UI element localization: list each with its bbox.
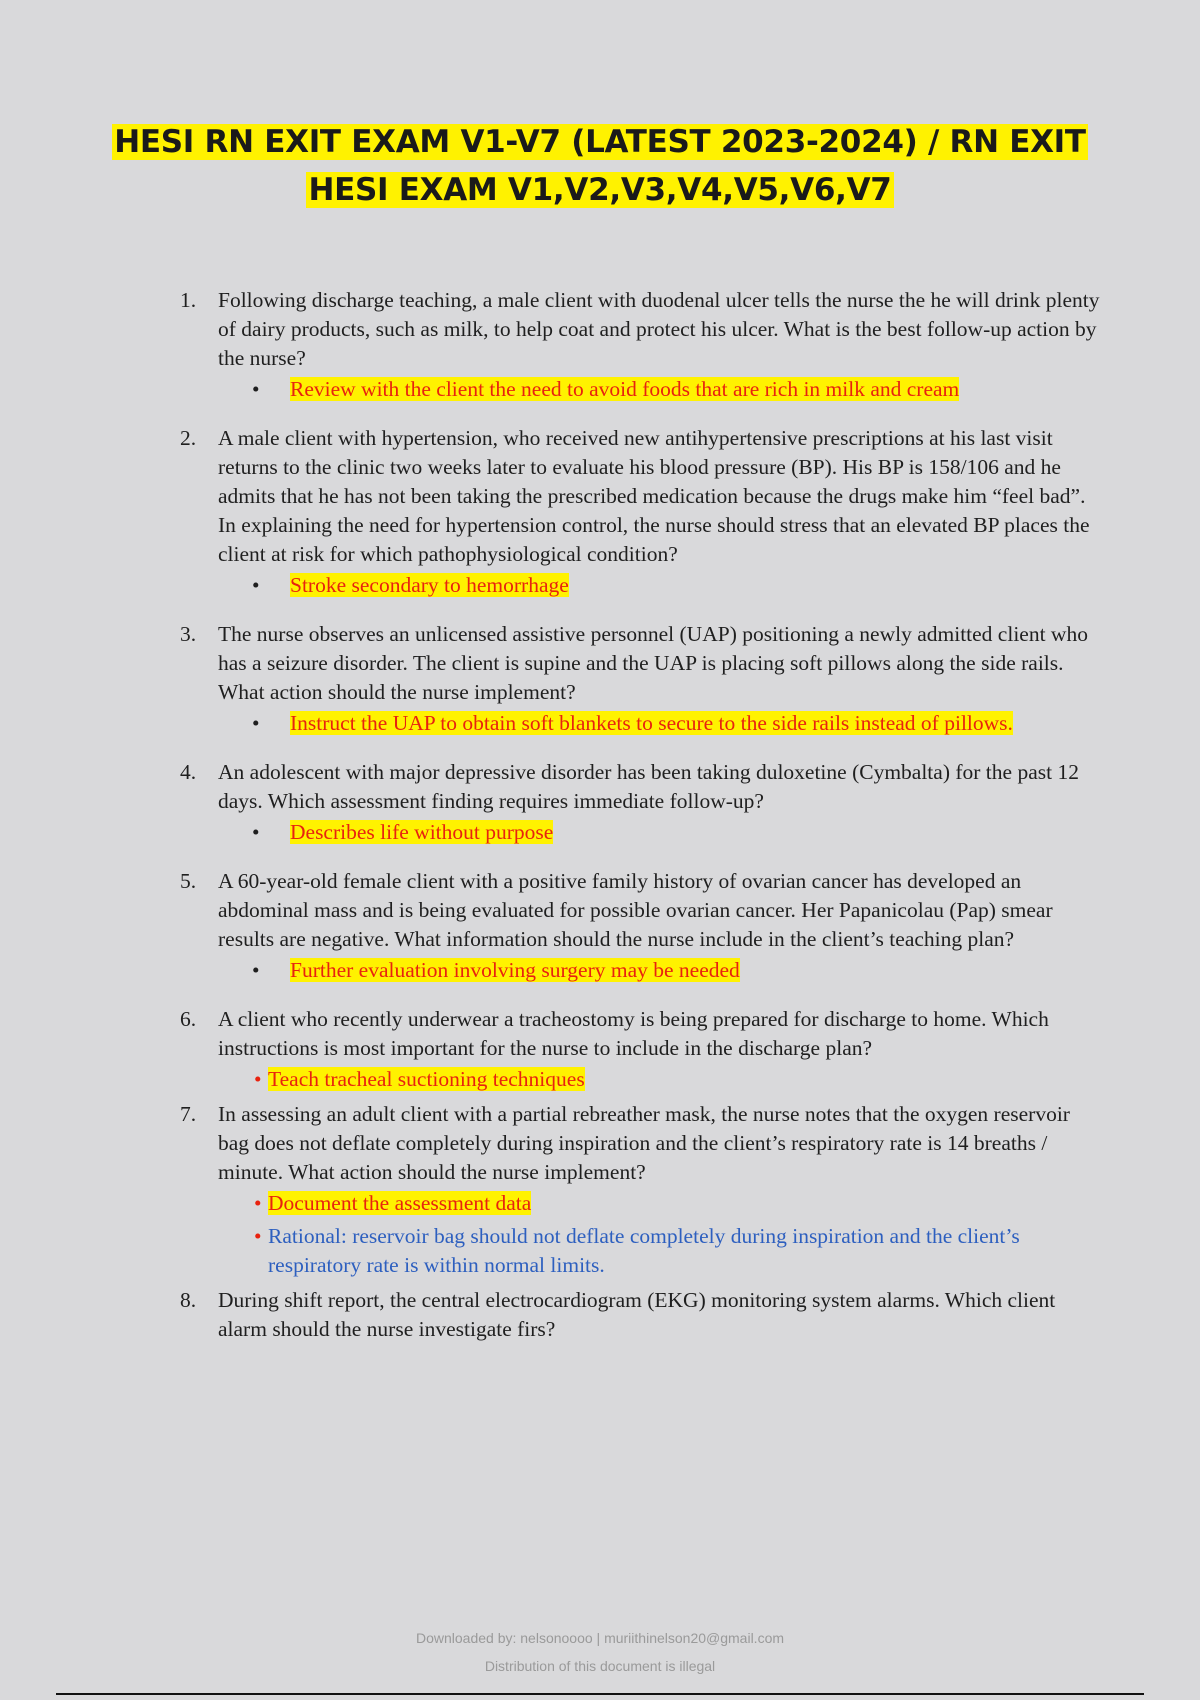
question-text: A male client with hypertension, who received new antihypertensive prescriptions at his last visit returns to the clinic two weeks later to evaluate his blood pressure (BP). His BP is 158/106 and he admits that he has not been taking the prescribed medication because the drugs make him “feel bad”. In explaining the need for hypertension control, the nurse should stress that an elevated BP places the client at risk for which pathophysiological condition? — [218, 426, 1090, 566]
question-number: 3. — [180, 622, 197, 646]
answer-list — [218, 1189, 1100, 1280]
bullet-icon: • — [254, 1224, 262, 1248]
distribution-notice: Distribution of this document is illegal — [484, 1658, 716, 1674]
question-6 — [180, 1005, 1100, 1094]
bullet-icon: • — [252, 820, 260, 844]
rationale-item — [218, 1222, 1100, 1280]
question-1 — [180, 286, 1100, 404]
answer-item — [218, 709, 1100, 738]
question-number: 7. — [180, 1102, 197, 1126]
question-number: 2. — [180, 426, 197, 450]
question-text: An adolescent with major depressive disorder has been taking duloxetine (Cymbalta) for the past 12 days. Which assessment finding requires immediate follow-up? — [218, 760, 1079, 813]
answer-item — [218, 818, 1100, 847]
question-text: The nurse observes an unlicensed assistive personnel (UAP) positioning a newly admitted client who has a seizure disorder. The client is supine and the UAP is placing soft pillows along the side rails. What action should the nurse implement? — [218, 622, 1088, 704]
answer-list — [218, 818, 1100, 847]
document-title — [100, 118, 1100, 214]
answer-item — [218, 956, 1100, 985]
answer-item — [218, 1189, 1100, 1218]
answer-list — [218, 1065, 1100, 1094]
answer-text: Further evaluation involving surgery may be needed — [290, 958, 740, 982]
question-text: A 60-year-old female client with a positive family history of ovarian cancer has developed an abdominal mass and is being evaluated for possible ovarian cancer. Her Papanicolau (Pap) smear results are negative. What information should the nurse include in the client’s teaching plan? — [218, 869, 1053, 951]
question-text: In assessing an adult client with a partial rebreather mask, the nurse notes that the oxygen reservoir bag does not deflate completely during inspiration and the client’s respiratory rate is 14 breaths / minute. What action should the nurse implement? — [218, 1102, 1070, 1184]
question-text: A client who recently underwear a tracheostomy is being prepared for discharge to home. Which instructions is most important for the nurse to include in the discharge plan? — [218, 1007, 1049, 1060]
question-text: During shift report, the central electrocardiogram (EKG) monitoring system alarms. Which client alarm should the nurse investigate firs? — [218, 1288, 1056, 1341]
answer-list — [218, 571, 1100, 600]
page-bottom-rule — [56, 1693, 1144, 1695]
answer-list — [218, 956, 1100, 985]
question-number: 6. — [180, 1007, 197, 1031]
question-text: Following discharge teaching, a male client with duodenal ulcer tells the nurse the he will drink plenty of dairy products, such as milk, to help coat and protect his ulcer. What is the best follow-up action by the nurse? — [218, 288, 1100, 370]
question-5 — [180, 867, 1100, 985]
answer-text: Describes life without purpose — [290, 820, 554, 844]
bullet-icon: • — [252, 711, 260, 735]
bullet-icon: • — [252, 573, 260, 597]
question-4 — [180, 758, 1100, 847]
answer-list — [218, 375, 1100, 404]
rationale-text: Rational: reservoir bag should not deflate completely during inspiration and the client’s respiratory rate is within normal limits. — [268, 1224, 1020, 1277]
question-number: 8. — [180, 1288, 197, 1312]
answer-text: Stroke secondary to hemorrhage — [290, 573, 569, 597]
bullet-icon: • — [254, 1191, 262, 1215]
answer-item — [218, 571, 1100, 600]
question-list — [180, 286, 1100, 1344]
answer-item — [218, 1065, 1100, 1094]
question-7 — [180, 1100, 1100, 1280]
answer-item — [218, 375, 1100, 404]
download-notice: Downloaded by: nelsonoooo | muriithinelson20@gmail.com — [415, 1630, 785, 1646]
answer-text: Document the assessment data — [268, 1191, 532, 1215]
bullet-icon: • — [252, 958, 260, 982]
question-8 — [180, 1286, 1100, 1344]
answer-text: Review with the client the need to avoid foods that are rich in milk and cream — [290, 377, 960, 401]
answer-text: Teach tracheal suctioning techniques — [268, 1067, 585, 1091]
question-number: 4. — [180, 760, 197, 784]
bullet-icon: • — [252, 377, 260, 401]
question-number: 1. — [180, 288, 197, 312]
question-3 — [180, 620, 1100, 738]
title-line-2: HESI EXAM V1,V2,V3,V4,V5,V6,V7 — [308, 172, 892, 208]
question-number: 5. — [180, 869, 197, 893]
answer-list — [218, 709, 1100, 738]
question-2 — [180, 424, 1100, 600]
bullet-icon: • — [254, 1067, 262, 1091]
answer-text: Instruct the UAP to obtain soft blankets to secure to the side rails instead of pillows. — [290, 711, 1013, 735]
title-line-1: HESI RN EXIT EXAM V1-V7 (LATEST 2023-2024) / RN EXIT — [114, 124, 1086, 160]
